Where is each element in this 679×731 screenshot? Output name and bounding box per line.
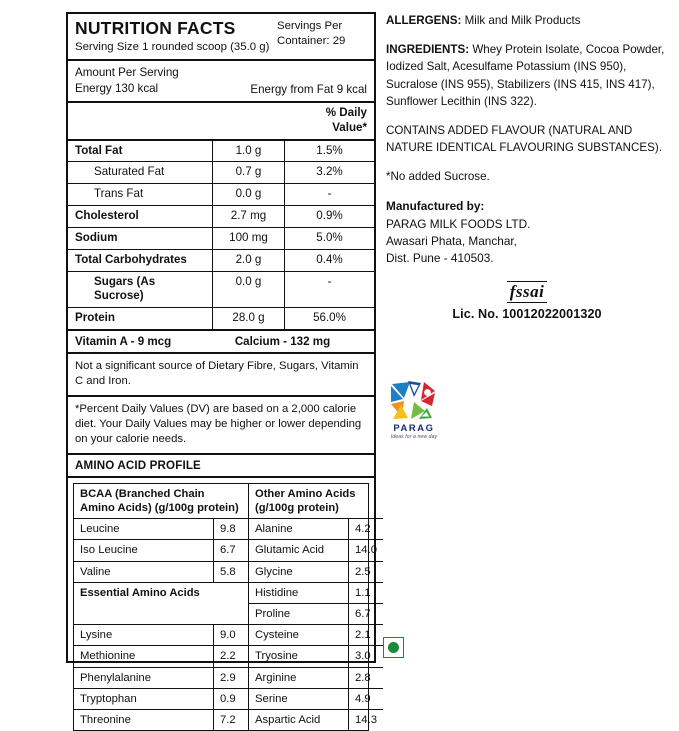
amino-name: Arginine [248,667,348,688]
amino-name: Glycine [248,561,348,582]
amino-section-title-block [68,455,374,478]
amino-value: 2.1 [348,624,383,645]
energy-block [68,61,374,103]
amino-name: Methionine [74,645,213,666]
nutrient-amount: 2.0 g [212,249,284,271]
amino-value: 14.3 [348,709,383,730]
amino-value: 7.2 [213,709,248,730]
nutrient-amount: 2.7 mg [212,205,284,227]
nutrient-name: Sugars (As Sucrose) [68,271,212,308]
vitamin-a-value: Vitamin A - 9 mcg [75,335,172,349]
manufacturer-block [386,198,668,267]
fssai-block [386,281,668,321]
amount-per-serving-label: Amount Per Serving [75,66,179,80]
nutrient-daily-value: - [284,183,374,205]
amino-value: 1.1 [348,582,383,603]
vitamins-row [68,331,374,354]
servings-per-container-text: Servings Per Container: 29 [277,20,346,47]
parag-petals-icon [388,378,440,422]
allergens-text: Milk and Milk Products [461,14,581,27]
amino-value: 9.8 [213,518,248,539]
nutrient-name: Total Carbohydrates [68,249,212,271]
amino-name: Alanine [248,518,348,539]
amino-value: 2.5 [348,561,383,582]
nutrient-daily-value: 5.0% [284,227,374,249]
nutrient-name: Saturated Fat [68,161,212,183]
amino-table-wrap [68,478,377,731]
amino-value: 3.0 [348,645,383,666]
not-significant-note-block [68,354,374,397]
amino-name: Glutamic Acid [248,539,348,560]
nutrient-amount: 28.0 g [212,307,284,329]
amino-acid-table [74,484,377,730]
amino-value: 6.7 [213,539,248,560]
manufacturer-address-line-1: Awasari Phata, Manchar, [386,233,517,248]
parag-wordmark: PARAG [393,422,435,433]
energy-from-fat-value: Energy from Fat 9 kcal [250,82,367,96]
dv-spacer-mid [212,103,284,139]
nutrient-daily-value: 1.5% [284,141,374,162]
nutrient-daily-value: 0.9% [284,205,374,227]
daily-value-header-row [68,103,374,141]
vegetarian-mark-dot [388,642,399,653]
daily-value-header: % Daily Value* [325,105,367,134]
amino-value: 4.2 [348,518,383,539]
nutrient-daily-value: 56.0% [284,307,374,329]
amino-name: Proline [248,603,348,624]
nutrition-facts-panel [66,12,377,727]
amino-value: 2.8 [348,667,383,688]
energy-value: Energy 130 kcal [75,81,159,95]
allergens-label: ALLERGENS: [386,14,462,27]
amino-value: 4.9 [348,688,383,709]
nutrient-name: Protein [68,307,212,329]
amino-name: Lysine [74,624,213,645]
amino-name: Threonine [74,709,213,730]
amino-value: 6.7 [348,603,383,624]
parag-tagline: Ideas for a new day [390,434,438,440]
amino-name: Tryptophan [74,688,213,709]
amino-name: Aspartic Acid [248,709,348,730]
amino-value: 5.8 [213,561,248,582]
ingredients-text: Whey Protein Isolate, Cocoa Powder, Iodized Salt, Acesulfame Potassium (INS 950), Sucralose (INS 955), Stabilizers (INS 415, INS 417), Sunflower Lecithin (INS 322). [386,42,665,109]
manufacturer-address-line-2: Dist. Pune - 410503. [386,251,494,266]
allergens-paragraph [386,12,668,30]
amino-value: 14.0 [348,539,383,560]
manufacturer-name: PARAG MILK FOODS LTD. [386,216,531,231]
parag-brand-logo [386,376,442,442]
amino-essential-header: Essential Amino Acids [74,582,248,624]
serving-size-text: Serving Size 1 rounded scoop (35.0 g) [75,41,270,54]
amino-value: 0.9 [213,688,248,709]
amino-value: 9.0 [213,624,248,645]
ingredients-paragraph [386,41,668,111]
nutrient-amount: 100 mg [212,227,284,249]
nutrient-name: Trans Fat [68,183,212,205]
nutrient-amount: 0.0 g [212,271,284,308]
nutrient-amount: 0.0 g [212,183,284,205]
nutrient-name: Total Fat [75,143,123,157]
daily-value-note-block [68,397,374,455]
amino-name: Phenylalanine [74,667,213,688]
amino-value: 2.9 [213,667,248,688]
amino-name: Serine [248,688,348,709]
amino-name: Tryosine [248,645,348,666]
nutrient-name: Cholesterol [68,205,212,227]
nutrient-daily-value: 0.4% [284,249,374,271]
nutrient-amount: 1.0 g [212,141,284,162]
added-flavour-note: CONTAINS ADDED FLAVOUR (NATURAL AND NATURE IDENTICAL FLAVOURING SUBSTANCES). [386,124,662,155]
amino-section-title: AMINO ACID PROFILE [75,459,201,473]
ingredients-label: INGREDIENTS: [386,42,470,56]
fssai-logo-icon: fssai [507,281,548,303]
nutrient-table [68,141,374,331]
nutrient-name: Sodium [68,227,212,249]
fssai-license-number: Lic. No. 10012022001320 [452,306,602,321]
amino-name: Histidine [248,582,348,603]
nutrient-daily-value: 3.2% [284,161,374,183]
not-significant-note: Not a significant source of Dietary Fibre, Sugars, Vitamin C and Iron. [75,360,359,388]
nutrient-amount: 0.7 g [212,161,284,183]
amino-header-bcaa: BCAA (Branched Chain Amino Acids) (g/100g protein) [80,488,239,515]
product-info-column [386,12,668,321]
amino-header-other: Other Amino Acids (g/100g protein) [248,484,383,518]
nutrient-daily-value: - [284,271,374,308]
amino-name: Valine [74,561,213,582]
amino-name: Cysteine [248,624,348,645]
vegetarian-mark-icon [383,637,404,658]
no-added-sucrose-note: *No added Sucrose. [386,169,490,183]
amino-name: Leucine [74,518,213,539]
calcium-value: Calcium - 132 mg [234,335,331,349]
amino-name: Iso Leucine [74,539,213,560]
amino-value: 2.2 [213,645,248,666]
dv-spacer-left [68,103,212,139]
nutrition-title-block [68,14,374,61]
page-title: NUTRITION FACTS [75,18,236,38]
daily-value-note: *Percent Daily Values (DV) are based on a 2,000 calorie diet. Your Daily Values may be higher or lower depending on your calorie needs. [75,403,362,446]
manufactured-by-label: Manufactured by: [386,199,485,214]
